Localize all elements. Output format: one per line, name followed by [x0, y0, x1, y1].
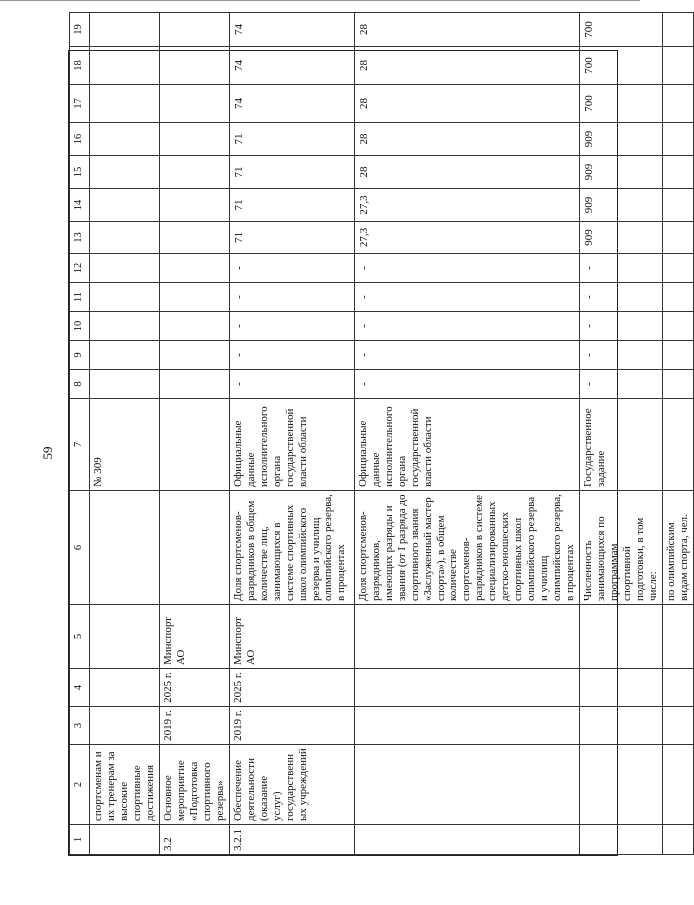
value-cell-col-10: [159, 312, 229, 341]
rotated-table-sheet: [68, 21, 690, 856]
measure-name-cell: [580, 745, 663, 825]
column-number-9: 9: [70, 341, 90, 370]
row-number-cell: [580, 825, 663, 855]
executor-cell: [90, 605, 160, 669]
value-cell-col-10: -: [354, 312, 579, 341]
page-number: 59: [40, 446, 55, 460]
value-cell-col-17: 700: [580, 85, 663, 123]
value-cell-col-9: [159, 341, 229, 370]
start-year-cell: 2019 г.: [229, 707, 354, 745]
value-cell-col-11: -: [580, 283, 663, 312]
indicator-cell: Доля спортсменов-разрядников в общем количестве лиц, занимающихся в системе спортивных школ олимпийского резерва и училищ олимпийского резерва, в процентах: [229, 491, 354, 605]
column-number-15: 15: [70, 156, 90, 189]
column-number-17: 17: [70, 85, 90, 123]
column-number-5: 5: [70, 605, 90, 669]
column-number-19: 19: [70, 13, 90, 47]
row-number-cell: [662, 825, 693, 855]
value-cell-col-10: [90, 312, 160, 341]
value-cell-col-11: [159, 283, 229, 312]
row-number-cell: 3.2: [159, 825, 229, 855]
end-year-cell: [90, 669, 160, 707]
value-cell-col-16: 909: [580, 123, 663, 156]
value-cell-col-15: 71: [229, 156, 354, 189]
table-row: [229, 13, 354, 855]
column-number-14: 14: [70, 189, 90, 222]
value-cell-col-16: [90, 123, 160, 156]
value-cell-col-8: -: [580, 370, 663, 399]
column-number-3: 3: [70, 707, 90, 745]
value-cell-col-14: 71: [229, 189, 354, 222]
column-number-7: 7: [70, 399, 90, 491]
value-cell-col-18: [90, 47, 160, 85]
value-cell-col-15: [159, 156, 229, 189]
indicator-cell: [90, 491, 160, 605]
value-cell-col-9: [90, 341, 160, 370]
end-year-cell: [662, 669, 693, 707]
row-number-cell: 3.2.1: [229, 825, 354, 855]
end-year-cell: 2025 г.: [229, 669, 354, 707]
row-number-cell: [90, 825, 160, 855]
end-year-cell: 2025 г.: [159, 669, 229, 707]
value-cell-col-17: 28: [354, 85, 579, 123]
value-cell-col-15: 909: [580, 156, 663, 189]
value-cell-col-8: [90, 370, 160, 399]
value-cell-col-18: 28: [354, 47, 579, 85]
value-cell-col-12: -: [580, 254, 663, 283]
measure-name-cell: Обеспечение деятельности (оказание услуг) государственных учреждений: [229, 745, 354, 825]
value-cell-col-19: 28: [354, 13, 579, 47]
value-cell-col-14: [662, 189, 693, 222]
value-cell-col-9: -: [580, 341, 663, 370]
value-cell-col-19: 74: [229, 13, 354, 47]
column-number-18: 18: [70, 47, 90, 85]
executor-cell: [580, 605, 663, 669]
value-cell-col-17: 74: [229, 85, 354, 123]
column-number-2: 2: [70, 745, 90, 825]
value-cell-col-13: [90, 222, 160, 254]
end-year-cell: [354, 669, 579, 707]
value-cell-col-18: 700: [580, 47, 663, 85]
value-cell-col-15: [90, 156, 160, 189]
value-cell-col-13: [159, 222, 229, 254]
value-cell-col-12: [90, 254, 160, 283]
value-cell-col-14: 27,3: [354, 189, 579, 222]
value-cell-col-10: [662, 312, 693, 341]
source-cell: № 309: [90, 399, 160, 491]
value-cell-col-19: 700: [580, 13, 663, 47]
column-number-1: 1: [70, 825, 90, 855]
start-year-cell: [580, 707, 663, 745]
column-number-row: [70, 13, 90, 855]
value-cell-col-14: [159, 189, 229, 222]
value-cell-col-17: [662, 85, 693, 123]
table-row: [662, 13, 693, 855]
value-cell-col-18: 74: [229, 47, 354, 85]
value-cell-col-15: [662, 156, 693, 189]
value-cell-col-16: 71: [229, 123, 354, 156]
executor-cell: [354, 605, 579, 669]
value-cell-col-14: 909: [580, 189, 663, 222]
value-cell-col-13: 71: [229, 222, 354, 254]
value-cell-col-9: [662, 341, 693, 370]
value-cell-col-17: [90, 85, 160, 123]
column-number-12: 12: [70, 254, 90, 283]
value-cell-col-10: -: [229, 312, 354, 341]
value-cell-col-19: [662, 13, 693, 47]
value-cell-col-10: -: [580, 312, 663, 341]
value-cell-col-16: 28: [354, 123, 579, 156]
value-cell-col-9: -: [229, 341, 354, 370]
value-cell-col-8: [159, 370, 229, 399]
source-cell: [159, 399, 229, 491]
indicator-cell: [159, 491, 229, 605]
executor-cell: Минспорт АО: [159, 605, 229, 669]
column-number-6: 6: [70, 491, 90, 605]
value-cell-col-14: [90, 189, 160, 222]
column-number-16: 16: [70, 123, 90, 156]
source-cell: Официальные данные исполнительного органа государственной власти области: [229, 399, 354, 491]
top-edge-line: [0, 0, 640, 9]
measure-name-cell: Основное мероприятие «Подготовка спортивного резерва»: [159, 745, 229, 825]
table-row: [90, 13, 160, 855]
end-year-cell: [580, 669, 663, 707]
start-year-cell: [662, 707, 693, 745]
column-number-11: 11: [70, 283, 90, 312]
column-number-10: 10: [70, 312, 90, 341]
column-number-4: 4: [70, 669, 90, 707]
indicator-cell: Доля спортсменов-разрядников, имеющих разряды и звания (от I разряда до спортивного звания «Заслуженный мастер спорта»), в общем количестве спортсменов-разрядников в системе специализированных детско-юношеских спортивных школ олимпийского резерва и училищ олимпийского резерва, в процентах: [354, 491, 579, 605]
value-cell-col-18: [159, 47, 229, 85]
column-number-13: 13: [70, 222, 90, 254]
value-cell-col-9: -: [354, 341, 579, 370]
value-cell-col-13: [662, 222, 693, 254]
measure-name-cell: спортсменам и их тренерам за высокие спортивные достижения: [90, 745, 160, 825]
source-cell: [662, 399, 693, 491]
row-number-cell: [354, 825, 579, 855]
value-cell-col-15: 28: [354, 156, 579, 189]
value-cell-col-19: [90, 13, 160, 47]
value-cell-col-8: -: [229, 370, 354, 399]
source-cell: Государственное задание: [580, 399, 663, 491]
value-cell-col-8: [662, 370, 693, 399]
value-cell-col-19: [159, 13, 229, 47]
value-cell-col-8: -: [354, 370, 579, 399]
table-row: [159, 13, 229, 855]
value-cell-col-11: [90, 283, 160, 312]
value-cell-col-11: [662, 283, 693, 312]
value-cell-col-13: 909: [580, 222, 663, 254]
measure-name-cell: [354, 745, 579, 825]
source-cell: Официальные данные исполнительного органа государственной власти области: [354, 399, 579, 491]
value-cell-col-12: -: [354, 254, 579, 283]
value-cell-col-13: 27,3: [354, 222, 579, 254]
start-year-cell: 2019 г.: [159, 707, 229, 745]
value-cell-col-11: -: [229, 283, 354, 312]
executor-cell: [662, 605, 693, 669]
program-activities-table: [69, 12, 694, 855]
value-cell-col-12: [159, 254, 229, 283]
value-cell-col-12: [662, 254, 693, 283]
table-row: [580, 13, 663, 855]
executor-cell: Минспорт АО: [229, 605, 354, 669]
indicator-cell: Численность занимающихся по программам спортивной подготовки, в том числе:: [580, 491, 663, 605]
value-cell-col-11: -: [354, 283, 579, 312]
table-rotation-wrapper: [69, 21, 690, 855]
value-cell-col-12: -: [229, 254, 354, 283]
value-cell-col-17: [159, 85, 229, 123]
indicator-cell: по олимпийским видам спорта, чел.: [662, 491, 693, 605]
column-number-8: 8: [70, 370, 90, 399]
table-row: [354, 13, 579, 855]
measure-name-cell: [662, 745, 693, 825]
start-year-cell: [354, 707, 579, 745]
value-cell-col-16: [662, 123, 693, 156]
value-cell-col-16: [159, 123, 229, 156]
value-cell-col-18: [662, 47, 693, 85]
start-year-cell: [90, 707, 160, 745]
